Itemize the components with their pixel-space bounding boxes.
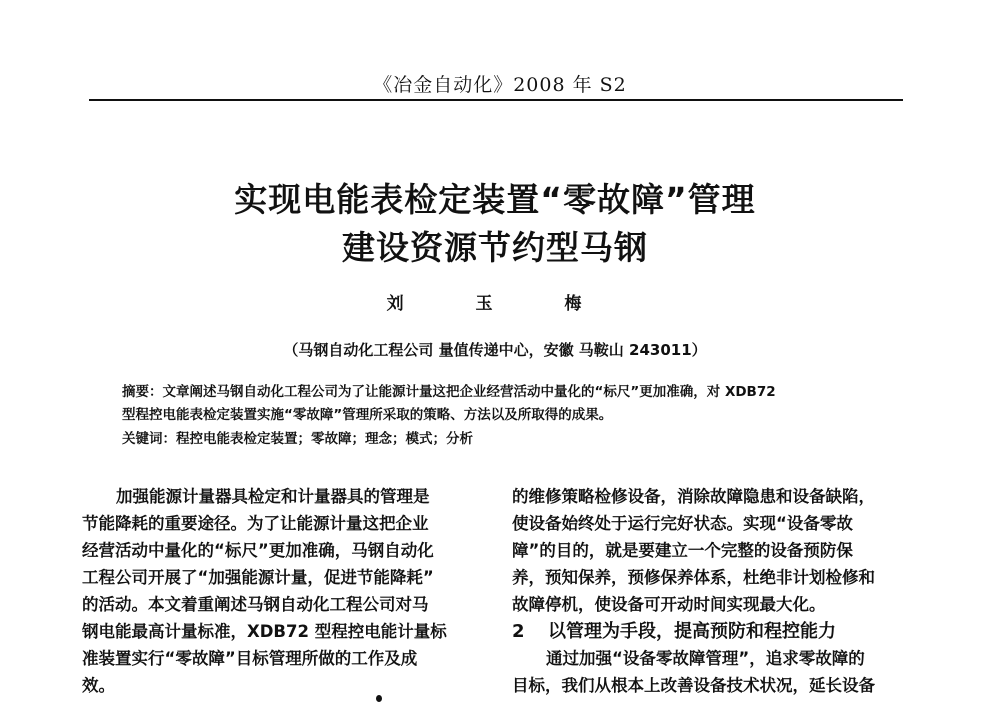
paragraph-line: 目标，我们从根本上改善设备技术状况，延长设备 — [512, 676, 875, 695]
paragraph-line: 节能降耗的重要途径。为了让能源计量这把企业 — [82, 514, 429, 533]
header-rule — [89, 99, 903, 101]
paragraph-line: 故障停机，使设备可开动时间实现最大化。 — [512, 595, 826, 614]
article-title-line-1: 实现电能表检定装置“零故障”管理 — [234, 180, 756, 219]
paragraph-line: 使设备始终处于运行完好状态。实现“设备零故 — [512, 514, 853, 533]
keywords: 关键词：程控电能表检定装置；零故障；理念；模式；分析 — [122, 431, 473, 447]
section-number: 2 — [512, 621, 525, 642]
section-title: 以管理为手段，提高预防和程控能力 — [548, 621, 836, 642]
paragraph-line: 钢电能最高计量标准，XDB72 型程控电能计量标 — [82, 622, 447, 641]
paragraph-line: 的活动。本文着重阐述马钢自动化工程公司对马 — [82, 595, 429, 614]
paragraph-line: 的维修策略检修设备，消除故障隐患和设备缺陷， — [512, 487, 875, 506]
abstract-line-2: 型程控电能表检定装置实施“零故障”管理所采取的策略、方法以及所取得的成果。 — [122, 407, 613, 423]
paragraph-line: 养，预知保养，预修保养体系，杜绝非计划检修和 — [512, 568, 875, 587]
paragraph-line: 工程公司开展了“加强能源计量，促进节能降耗” — [82, 568, 434, 587]
author-affiliation: （马钢自动化工程公司 量值传递中心，安徽 马鞍山 243011） — [283, 341, 707, 359]
paragraph-line: 效。 — [82, 676, 115, 695]
paragraph-line: 经营活动中量化的“标尺”更加准确，马钢自动化 — [82, 541, 434, 560]
right-column — [512, 483, 912, 699]
scan-speck — [376, 695, 382, 702]
article-title-line-2: 建设资源节约型马钢 — [342, 228, 648, 267]
paragraph-line: 通过加强“设备零故障管理”，追求零故障的 — [546, 649, 865, 668]
author-name: 刘 玉 梅 — [386, 294, 604, 314]
paragraph-line: 准装置实行“零故障”目标管理所做的工作及成 — [82, 649, 418, 668]
left-column — [82, 483, 480, 699]
abstract-line-1: 摘要：文章阐述马钢自动化工程公司为了让能源计量这把企业经营活动中量化的“标尺”更加准确，对 XDB72 — [122, 384, 776, 400]
paragraph-line: 加强能源计量器具检定和计量器具的管理是 — [116, 487, 430, 506]
journal-header: 《冶金自动化》2008 年 S2 — [373, 74, 627, 96]
paragraph-line: 障”的目的，就是要建立一个完整的设备预防保 — [512, 541, 853, 560]
section-heading — [512, 618, 912, 645]
